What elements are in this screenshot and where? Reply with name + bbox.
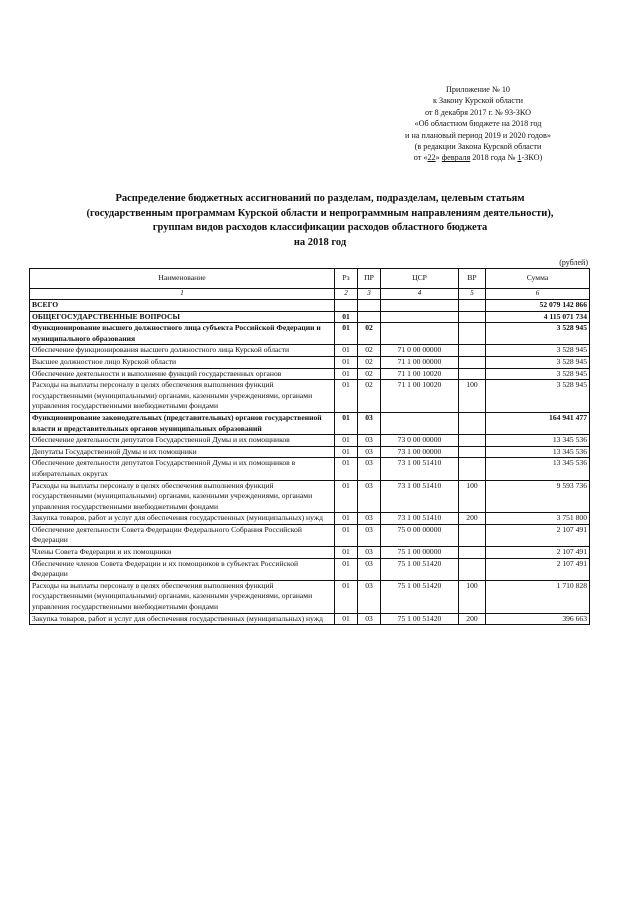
cell-target-article: 71 1 00 10020	[381, 368, 459, 380]
cell-podrazdel: 03	[358, 412, 381, 434]
cell-razdel: 01	[335, 345, 358, 357]
title-line: (государственным программам Курской области и непрограммным направлениям деятельности),	[86, 207, 554, 219]
cell-podrazdel: 02	[358, 368, 381, 380]
cell-expense-type	[459, 356, 486, 368]
table-row	[30, 345, 590, 357]
cell-name: Расходы на выплаты персоналу в целях обеспечения выполнения функций государственными (муниципальными) органами, казенными учреждениями, органами управления государственными внебюджетными фондами	[30, 380, 335, 413]
cell-name: Обеспечение деятельности Совета Федерации Федерального Собрания Российской Федерации	[30, 524, 335, 546]
appendix-line: (в редакции Закона Курской области	[414, 142, 542, 152]
table-row	[30, 458, 590, 480]
cell-expense-type	[459, 311, 486, 323]
appendix-line: «Об областном бюджете на 2018 год	[414, 119, 542, 129]
cell-razdel: 01	[335, 558, 358, 580]
column-number: 1	[30, 289, 335, 300]
column-number: 3	[358, 289, 381, 300]
table-row	[30, 446, 590, 458]
cell-amount: 13 345 536	[486, 458, 590, 480]
cell-razdel: 01	[335, 380, 358, 413]
header-pr: ПР	[358, 269, 381, 289]
appendix-date-mid: »	[435, 153, 442, 163]
table-row	[30, 368, 590, 380]
cell-target-article: 71 0 00 00000	[381, 345, 459, 357]
header-rz: Рз	[335, 269, 358, 289]
cell-podrazdel: 03	[358, 435, 381, 447]
cell-target-article: 71 1 00 00000	[381, 356, 459, 368]
cell-expense-type	[459, 524, 486, 546]
units-label: (рублей)	[559, 258, 588, 267]
cell-expense-type: 200	[459, 513, 486, 525]
appendix-law-date-line	[360, 152, 596, 163]
appendix-line: и на плановый период 2019 и 2020 годов»	[405, 130, 551, 140]
table-row	[30, 613, 590, 625]
cell-podrazdel	[358, 300, 381, 312]
cell-expense-type	[459, 558, 486, 580]
appendix-line: от 8 декабря 2017 г. № 93-ЗКО	[424, 107, 532, 117]
cell-amount: 3 528 945	[486, 380, 590, 413]
cell-razdel: 01	[335, 446, 358, 458]
cell-podrazdel	[358, 311, 381, 323]
cell-target-article: 75 1 00 51420	[381, 613, 459, 625]
cell-target-article: 75 0 00 00000	[381, 524, 459, 546]
appendix-line: Приложение № 10	[445, 85, 511, 94]
cell-name: Закупка товаров, работ и услуг для обеспечения государственных (муниципальных) нужд	[30, 613, 335, 625]
title-line: на 2018 год	[293, 236, 347, 248]
cell-razdel: 01	[335, 524, 358, 546]
cell-podrazdel: 03	[358, 547, 381, 559]
cell-name: Расходы на выплаты персоналу в целях обеспечения выполнения функций государственными (муниципальными) органами, казенными учреждениями, органами управления государственными внебюджетными фондами	[30, 480, 335, 513]
cell-expense-type	[459, 368, 486, 380]
header-name: Наименование	[30, 269, 335, 289]
column-number: 2	[335, 289, 358, 300]
cell-target-article: 73 1 00 51410	[381, 513, 459, 525]
cell-name: Обеспечение деятельности депутатов Государственной Думы и их помощников в избирательных округах	[30, 458, 335, 480]
cell-expense-type: 200	[459, 613, 486, 625]
cell-amount: 13 345 536	[486, 435, 590, 447]
cell-razdel: 01	[335, 323, 358, 345]
appendix-block	[360, 84, 596, 164]
cell-razdel: 01	[335, 412, 358, 434]
header-vr: ВР	[459, 269, 486, 289]
cell-razdel: 01	[335, 547, 358, 559]
table-row	[30, 356, 590, 368]
table-row	[30, 547, 590, 559]
cell-expense-type	[459, 300, 486, 312]
table-row	[30, 323, 590, 345]
cell-amount: 3 751 800	[486, 513, 590, 525]
cell-target-article: 75 1 00 51420	[381, 558, 459, 580]
cell-amount: 3 528 945	[486, 368, 590, 380]
cell-name: Высшее должностное лицо Курской области	[30, 356, 335, 368]
column-number: 5	[459, 289, 486, 300]
cell-expense-type	[459, 323, 486, 345]
cell-name: Функционирование законодательных (представительных) органов государственной власти и представительных органов муниципальных образований	[30, 412, 335, 434]
cell-target-article	[381, 311, 459, 323]
cell-name: Функционирование высшего должностного лица субъекта Российской Федерации и муниципального образования	[30, 323, 335, 345]
cell-podrazdel: 03	[358, 524, 381, 546]
cell-amount: 3 528 945	[486, 356, 590, 368]
cell-target-article	[381, 300, 459, 312]
appendix-line: к Закону Курской области	[432, 96, 524, 106]
cell-podrazdel: 03	[358, 458, 381, 480]
cell-expense-type	[459, 446, 486, 458]
cell-amount: 4 115 071 734	[486, 311, 590, 323]
cell-amount: 3 528 945	[486, 323, 590, 345]
title-line: группам видов расходов классификации расходов областного бюджета	[152, 222, 488, 234]
table-header-row	[30, 269, 590, 289]
cell-name: Обеспечение членов Совета Федерации и их помощников в субъектах Российской Федерации	[30, 558, 335, 580]
cell-podrazdel: 03	[358, 558, 381, 580]
table-row	[30, 435, 590, 447]
cell-target-article: 71 1 00 10020	[381, 380, 459, 413]
cell-name: Обеспечение деятельности депутатов Государственной Думы и их помощников	[30, 435, 335, 447]
cell-name: Расходы на выплаты персоналу в целях обеспечения выполнения функций государственными (муниципальными) органами, казенными учреждениями, органами управления государственными внебюджетными фондами	[30, 580, 335, 613]
cell-expense-type: 100	[459, 480, 486, 513]
cell-name: Закупка товаров, работ и услуг для обеспечения государственных (муниципальных) нужд	[30, 513, 335, 525]
cell-razdel: 01	[335, 458, 358, 480]
cell-podrazdel: 03	[358, 513, 381, 525]
cell-name: ОБЩЕГОСУДАРСТВЕННЫЕ ВОПРОСЫ	[30, 311, 335, 323]
budget-table-body	[30, 269, 590, 625]
cell-expense-type: 100	[459, 380, 486, 413]
cell-razdel: 01	[335, 356, 358, 368]
table-row	[30, 513, 590, 525]
header-sum: Сумма	[486, 269, 590, 289]
cell-expense-type	[459, 458, 486, 480]
cell-amount: 1 710 828	[486, 580, 590, 613]
cell-target-article: 73 1 00 51410	[381, 458, 459, 480]
cell-razdel: 01	[335, 311, 358, 323]
table-row	[30, 524, 590, 546]
appendix-date-day: 22	[427, 153, 436, 163]
cell-podrazdel: 03	[358, 613, 381, 625]
cell-razdel: 01	[335, 435, 358, 447]
table-row	[30, 558, 590, 580]
cell-name: Депутаты Государственной Думы и их помощники	[30, 446, 335, 458]
cell-razdel	[335, 300, 358, 312]
document-title	[30, 192, 610, 250]
cell-razdel: 01	[335, 613, 358, 625]
cell-podrazdel: 03	[358, 446, 381, 458]
cell-amount: 164 941 477	[486, 412, 590, 434]
cell-amount: 13 345 536	[486, 446, 590, 458]
appendix-date-month: февраля	[441, 153, 471, 163]
cell-podrazdel: 02	[358, 345, 381, 357]
cell-amount: 2 107 491	[486, 547, 590, 559]
cell-razdel: 01	[335, 368, 358, 380]
cell-amount: 9 593 736	[486, 480, 590, 513]
table-row	[30, 580, 590, 613]
cell-razdel: 01	[335, 480, 358, 513]
table-row	[30, 380, 590, 413]
cell-target-article: 75 1 00 00000	[381, 547, 459, 559]
cell-name: Обеспечение деятельности и выполнение функций государственных органов	[30, 368, 335, 380]
cell-expense-type: 100	[459, 580, 486, 613]
budget-table	[29, 268, 590, 625]
cell-target-article	[381, 323, 459, 345]
cell-amount: 2 107 491	[486, 558, 590, 580]
cell-target-article: 75 1 00 51420	[381, 580, 459, 613]
cell-name: Обеспечение функционирования высшего должностного лица Курской области	[30, 345, 335, 357]
table-row	[30, 412, 590, 434]
cell-target-article	[381, 412, 459, 434]
header-csr: ЦСР	[381, 269, 459, 289]
title-line: Распределение бюджетных ассигнований по разделам, подразделам, целевым статьям	[115, 193, 525, 204]
cell-expense-type	[459, 547, 486, 559]
cell-podrazdel: 02	[358, 380, 381, 413]
cell-target-article: 73 1 00 00000	[381, 446, 459, 458]
cell-target-article: 73 0 00 00000	[381, 435, 459, 447]
appendix-date-year: 2018 года №	[470, 153, 518, 163]
cell-expense-type	[459, 435, 486, 447]
column-number-row	[30, 289, 590, 300]
column-number: 6	[486, 289, 590, 300]
cell-amount: 3 528 945	[486, 345, 590, 357]
cell-amount: 52 079 142 866	[486, 300, 590, 312]
cell-podrazdel: 02	[358, 323, 381, 345]
cell-amount: 2 107 491	[486, 524, 590, 546]
cell-name: ВСЕГО	[30, 300, 335, 312]
appendix-date-prefix: от «	[413, 153, 428, 163]
cell-name: Члены Совета Федерации и их помощники	[30, 547, 335, 559]
cell-podrazdel: 02	[358, 356, 381, 368]
cell-target-article: 73 1 00 51410	[381, 480, 459, 513]
cell-expense-type	[459, 345, 486, 357]
cell-razdel: 01	[335, 513, 358, 525]
table-row	[30, 311, 590, 323]
cell-expense-type	[459, 412, 486, 434]
column-number: 4	[381, 289, 459, 300]
table-row	[30, 480, 590, 513]
table-row	[30, 300, 590, 312]
cell-podrazdel: 03	[358, 480, 381, 513]
appendix-date-suffix: -ЗКО)	[521, 153, 543, 163]
cell-razdel: 01	[335, 580, 358, 613]
cell-podrazdel: 03	[358, 580, 381, 613]
cell-amount: 396 663	[486, 613, 590, 625]
appendix-law-number: 1	[517, 153, 522, 163]
